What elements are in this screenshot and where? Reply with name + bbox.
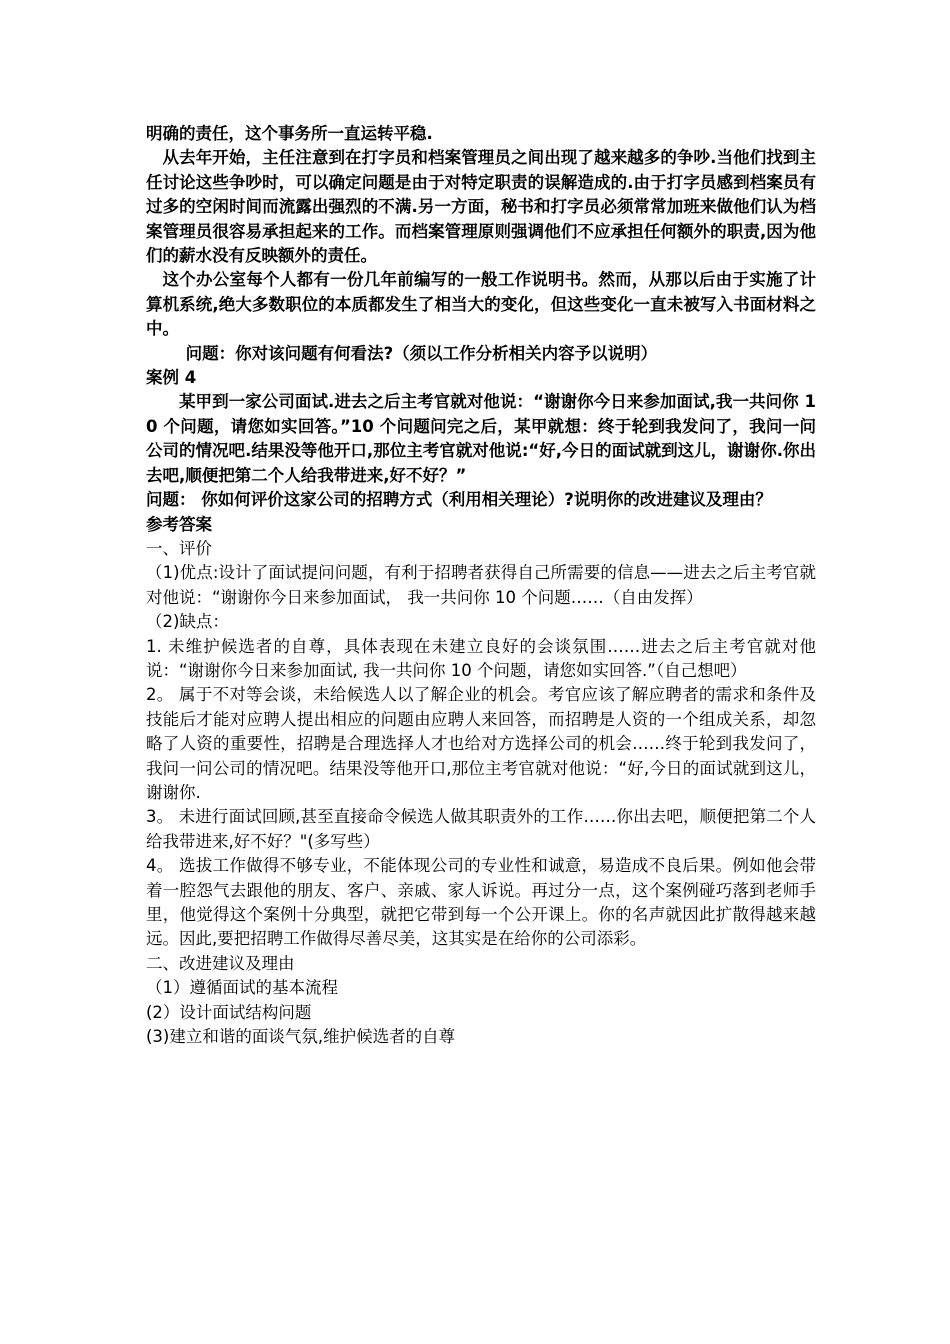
section-evaluation-heading: 一、评价 xyxy=(146,538,212,558)
question-case-4: 问题： 你如何评价这家公司的招聘方式（利用相关理论）?说明你的改进建议及理由？ xyxy=(146,490,772,510)
case-4-heading: 案例 4 xyxy=(146,368,197,388)
reference-answer-heading: 参考答案 xyxy=(146,514,212,534)
disadvantage-4: 4。 选拔工作做得不够专业，不能体现公司的专业性和诚意，易造成不良后果。例如他会带着一腔怨气去跟他的朋友、客户、亲戚、家人诉说。再过分一点，这个案例碰巧落到老师手里，他觉得这个案例十分典型，就把它带到每一个公开课上。你的名声就因此扩散得越来越远。因此,要把招聘工作做得尽善尽美，这其实是在给你的公司添彩。 xyxy=(146,856,816,949)
disadvantage-3: 3。 未进行面试回顾,甚至直接命令候选人做其职责外的工作……你出去吧，顺便把第二个人给我带进来,好不好？"(多写些） xyxy=(146,807,816,851)
paragraph-dispute: 从去年开始，主任注意到在打字员和档案管理员之间出现了越来越多的争吵.当他们找到主任讨论这些争吵时，可以确定问题是由于对特定职责的误解造成的.由于打字员感到档案员有过多的空闲时间而流露出强烈的不满.另一方面，秘书和打字员必须常常加班来做他们认为档案管理员很容易承担起来的工作。而档案管理原则强调他们不应承担任何额外的职责,因为他们的薪水没有反映额外的责任。 xyxy=(146,148,816,266)
suggestion-3: (3)建立和谐的面谈气氛,维护候选者的自尊 xyxy=(146,1027,456,1047)
question-case-3: 问题：你对该问题有何看法?（须以工作分析相关内容予以说明） xyxy=(185,343,658,363)
paragraph-job-description: 这个办公室每个人都有一份几年前编写的一般工作说明书。然而，从那以后由于实施了计算机系统,绝大多数职位的本质都发生了相当大的变化，但这些变化一直未被写入书面材料之中。 xyxy=(146,270,816,339)
disadvantage-1: 1. 未维护候选者的自尊，具体表现在未建立良好的会谈氛围……进去之后主考官就对他说：“谢谢你今日来参加面试, 我一共问你 10 个问题，请您如实回答.”（自己想吧） xyxy=(146,636,816,680)
disadvantages-heading: （2)缺点： xyxy=(146,612,229,632)
advantages-paragraph: （1)优点:设计了面试提问问题，有利于招聘者获得自己所需要的信息——进去之后主考官就对他说：“谢谢你今日来参加面试， 我一共问你 10 个问题……（自由发挥） xyxy=(146,563,816,607)
case-4-story: 某甲到一家公司面试.进去之后主考官就对他说：“谢谢你今日来参加面试,我一共问你 10 个问题，请您如实回答。”10 个问题问完之后，某甲就想：终于轮到我发问了，我问一问公司的情况吧.结果没等他开口,那位主考官就对他说:“好,今日的面试就到这儿，谢谢你.你出去吧,顺便把第二个人给我带进来,好不好？” xyxy=(146,392,816,485)
suggestion-1: （1）遵循面试的基本流程 xyxy=(146,978,338,998)
paragraph-responsibility-end: 明确的责任，这个事务所一直运转平稳. xyxy=(146,124,433,143)
disadvantage-2: 2。 属于不对等会谈，未给候选人以了解企业的机会。考官应该了解应聘者的需求和条件及技能后才能对应聘人提出相应的问题由应聘人来回答，而招聘是人资的一个组成关系，却忽略了人资的重要性，招聘是合理选择人才也给对方选择公司的机会……终于轮到我发问了，我问一问公司的情况吧。结果没等他开口,那位主考官就对他说：“好,今日的面试就到这儿，谢谢你. xyxy=(146,685,816,802)
document-page xyxy=(146,122,816,1049)
suggestion-2: (2）设计面试结构问题 xyxy=(146,1002,312,1022)
section-suggestions-heading: 二、改进建议及理由 xyxy=(146,953,295,973)
